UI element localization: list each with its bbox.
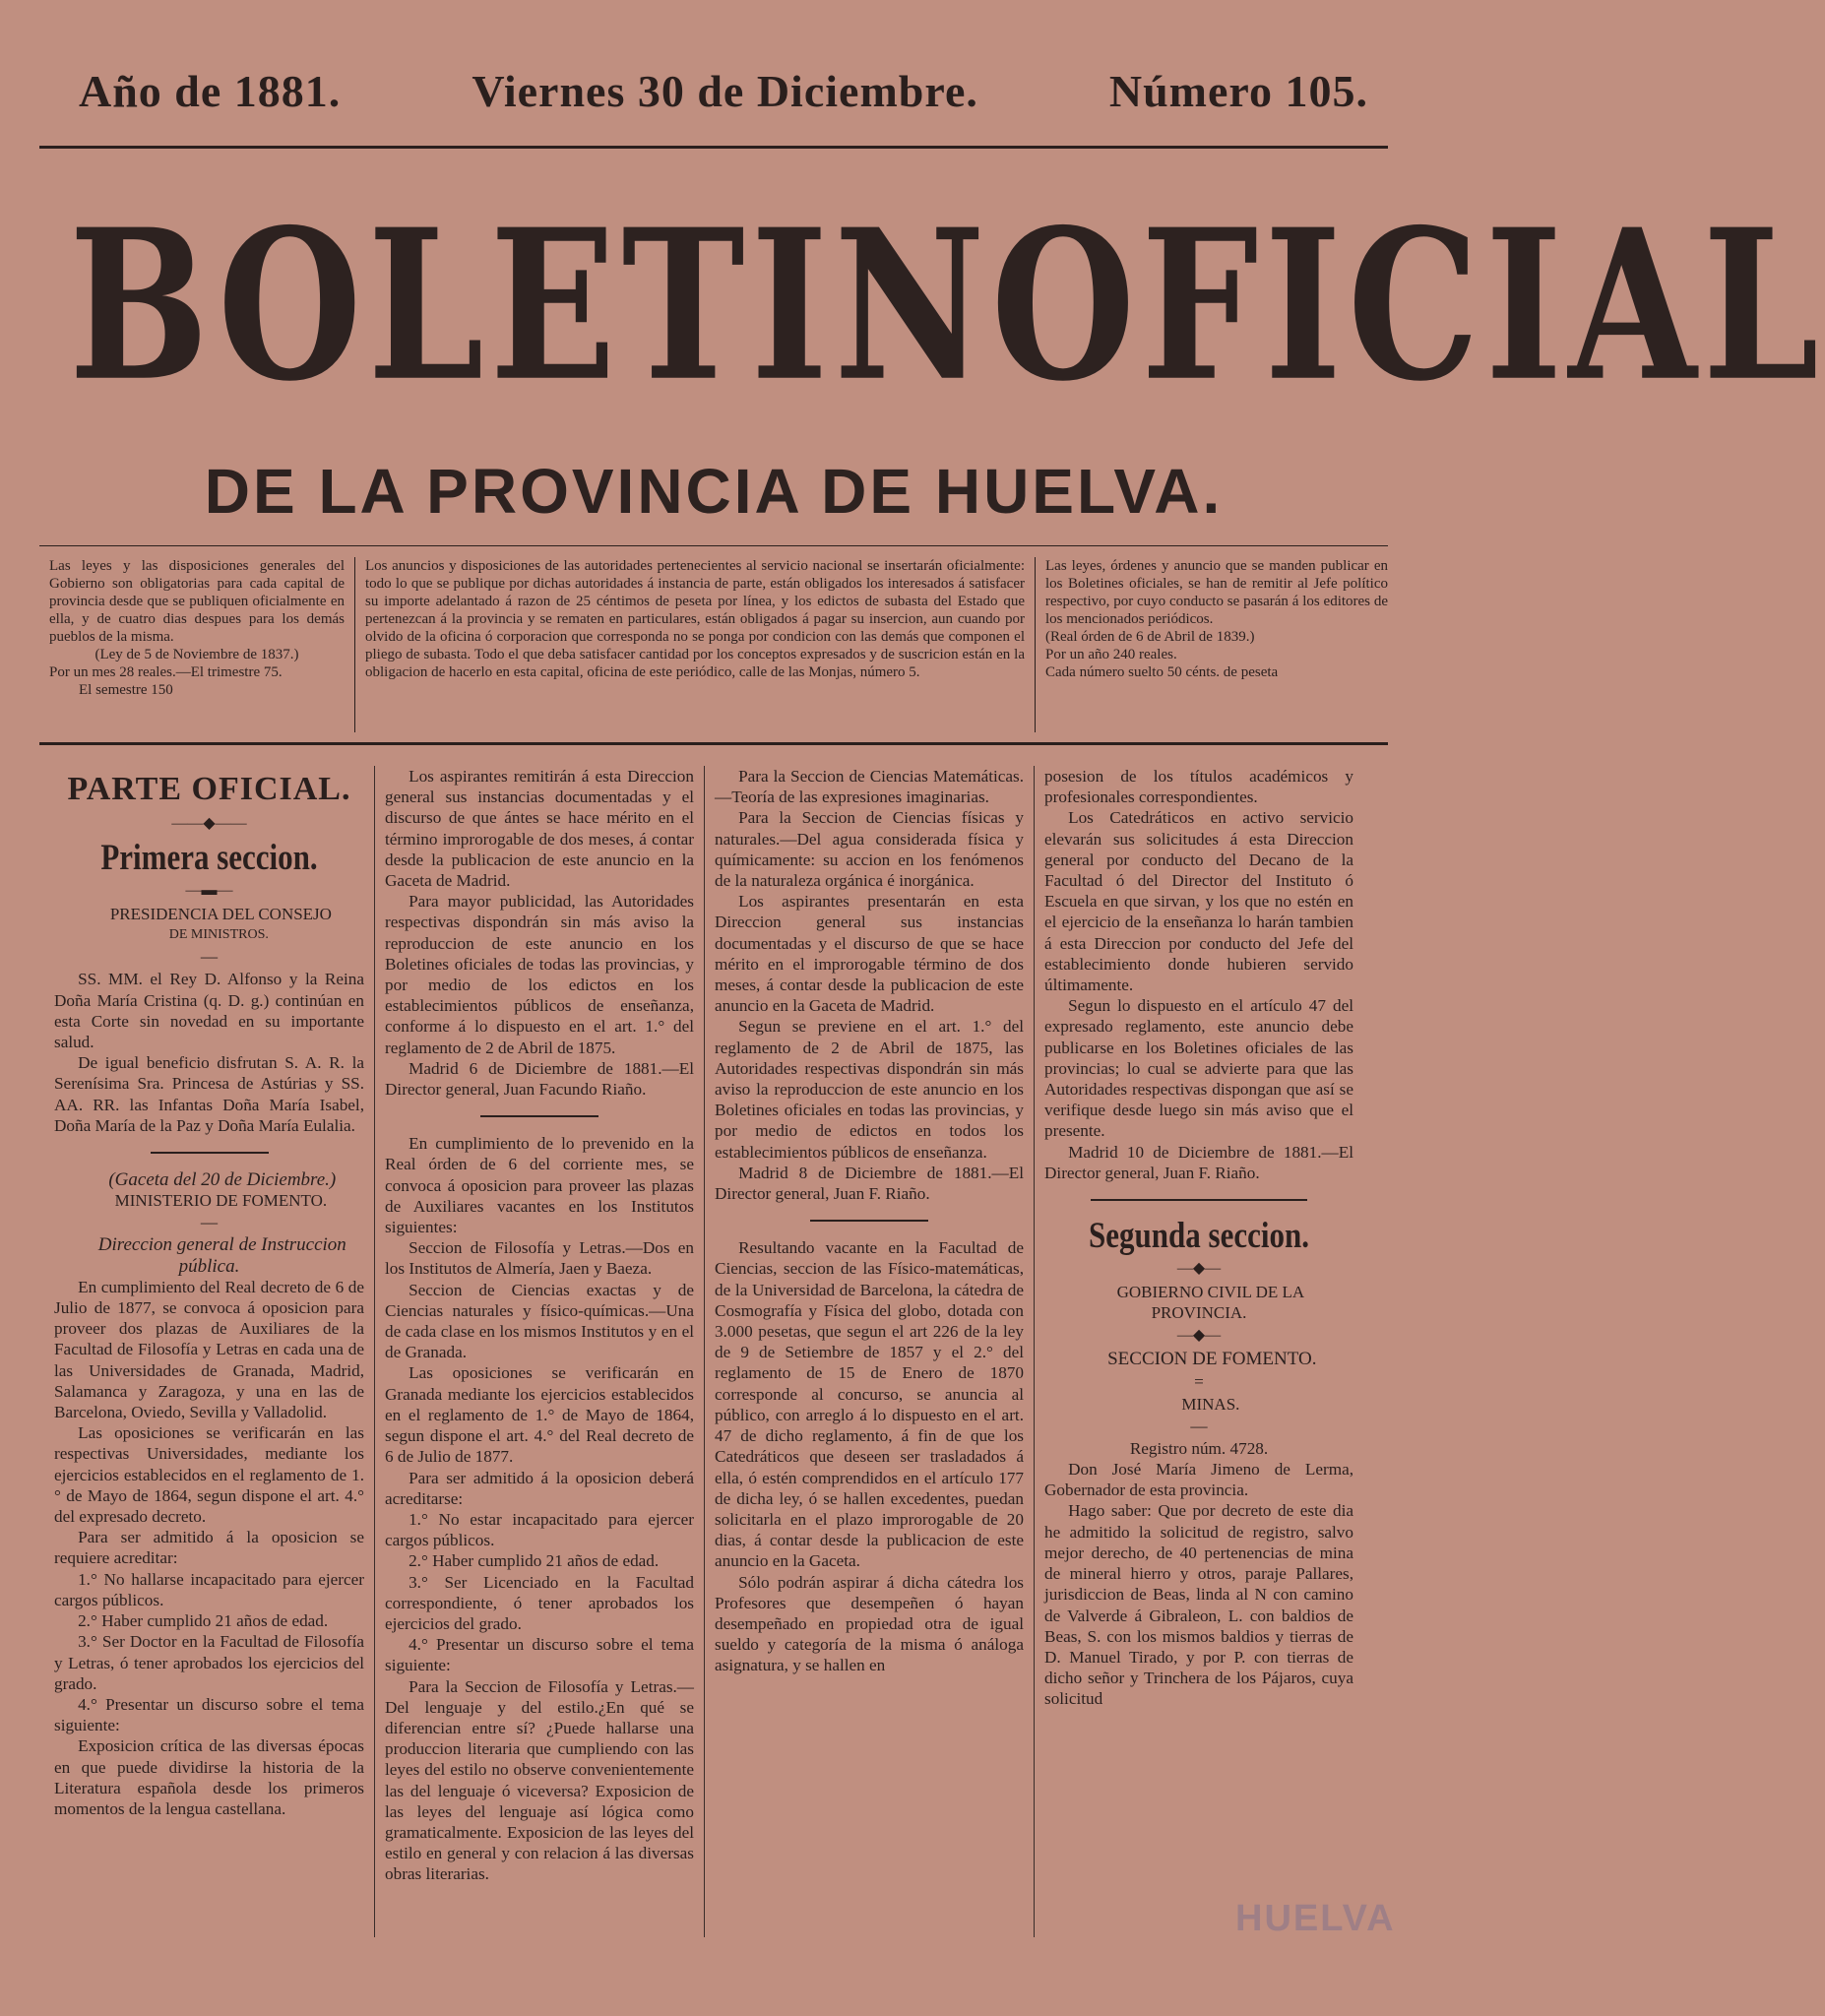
subscription-info <box>49 557 1388 732</box>
fomento-heading: SECCION DE FOMENTO. <box>1107 1349 1317 1370</box>
segunda-seccion-heading: Segunda seccion. <box>1089 1214 1309 1256</box>
column-4 <box>1034 766 1363 1937</box>
paragraph: Las oposiciones se verificarán en Granada mediante los ejercicios establecidos en el reglamento de 1.° de Mayo de 1864, segun dispone el art. 4.° del Real decreto de 6 de Julio de 1877. <box>385 1363 694 1467</box>
masthead-word-boletin: BOLETIN <box>69 183 991 427</box>
ornament-divider: —◆— <box>1176 1260 1222 1278</box>
ornament-divider: ——◆—— <box>171 815 247 832</box>
info-col-orders <box>1036 557 1388 732</box>
paragraph: Hago saber: Que por decreto de este dia he admitido la solicitud de registro, salvo mejor derecho, de 40 pertenencias de mina de mineral hierro y otros, paraje Pallares, jurisdiccion de Beas, linda al N con camino de Valverde á Gibraleon, L. con baldios de Beas, S. con los mismos baldios y tierras de D. Manuel Tirado, y por P. con tierras de dicho señor y Trinchera de los Pájaros, cuya solicitud <box>1044 1501 1353 1709</box>
article-columns <box>44 766 1388 1937</box>
paragraph: 1.° No hallarse incapacitado para ejercer cargos públicos. <box>54 1569 364 1609</box>
dash-divider: = <box>1194 1371 1204 1391</box>
article-separator <box>151 1152 269 1154</box>
info-laws-text: Las leyes y las disposiciones generales del Gobierno son obligatorias para cada capital de provincia desde que se publiquen oficialmente en ella, y de cuatro dias despues para los demás pueblos de la misma. <box>49 558 345 645</box>
paragraph: Los aspirantes presentarán en esta Direccion general sus instancias documentadas y el discurso de que se hace mérito en el improrogable término de dos meses, á contar desde la publicacion de este anuncio en la Gaceta de Madrid. <box>715 892 1024 1016</box>
paragraph: 2.° Haber cumplido 21 años de edad. <box>409 1551 660 1571</box>
paragraph: Madrid 8 de Diciembre de 1881.—El Director general, Juan F. Riaño. <box>715 1163 1024 1204</box>
minas-heading: MINAS. <box>1181 1394 1240 1414</box>
dash-divider: — <box>200 947 219 967</box>
article-separator <box>1091 1199 1307 1201</box>
paragraph: Madrid 10 de Diciembre de 1881.—El Director general, Juan F. Riaño. <box>1044 1142 1353 1182</box>
info-laws-price-semester: El semestre 150 <box>79 682 173 698</box>
paragraph: Exposicion crítica de las diversas épocas en que puede dividirse la historia de la Literatura española desde los primeros momentos de la lengua castellana. <box>54 1736 364 1818</box>
issue-header <box>79 61 1368 120</box>
article-separator <box>480 1115 598 1117</box>
paragraph: Para mayor publicidad, las Autoridades respectivas dispondrán sin más aviso la reproduccion de este anuncio en los Boletines oficiales de todas las provincias, y por medio de los edictos en los establecimientos públicos de enseñanza, conforme á lo dispuesto en el art. 1.° del reglamento de 2 de Abril de 1875. <box>385 892 694 1057</box>
paragraph: Madrid 6 de Diciembre de 1881.—El Director general, Juan Facundo Riaño. <box>385 1058 694 1100</box>
paragraph: Los Catedráticos en activo servicio elevarán sus solicitudes á esta Direccion general por conducto del Decano de la Facultad ó del Director del Instituto ó Escuela en que sirvan, y los que no estén en el ejercicio de la enseñanza lo harán tambien á esta Direccion por conducto del Jefe del establecimiento donde hubieren servido últimamente. <box>1044 808 1353 995</box>
issue-date: Viernes 30 de Diciembre. <box>472 65 978 116</box>
info-laws-citation: (Ley de 5 de Noviembre de 1837.) <box>94 647 299 662</box>
paragraph: Segun se previene en el art. 1.° del reglamento de 2 de Abril de 1875, las Autoridades respectivas dispondrán sin más aviso la reproduccion de este anuncio en los Boletines oficiales en todas las provincias, y por medio de edictos en todos los establecimientos públicos de enseñanza. <box>715 1017 1024 1162</box>
masthead-word-oficial: OFICIAL <box>990 183 1825 427</box>
dash-divider: — <box>200 1213 219 1232</box>
paragraph: Don José María Jimeno de Lerma, Gobernador de esta provincia. <box>1044 1460 1353 1500</box>
paragraph: Para la Seccion de Ciencias Matemáticas.—Teoría de las expresiones imaginarias. <box>715 767 1024 807</box>
paragraph: Sólo podrán aspirar á dicha cátedra los Profesores que desempeñen ó hayan desempeñado en propiedad otra de igual sueldo y categoría de la misma ó análoga asignatura, y se hallen en <box>715 1572 1024 1675</box>
parte-oficial-heading: PARTE OFICIAL. <box>67 771 351 807</box>
paragraph: Para la Seccion de Filosofía y Letras.—Del lenguaje y del estilo.¿En qué se diferencian entre sí? ¿Puede hallarse una produccion literaria que cumpliendo con las leyes del estilo no observe convenientemente las del lenguaje ó viceversa? Exposicion de las leyes del lenguaje así lógica como gramaticalmente. Exposicion de las leyes del estilo en general y con relacion á las diversas obras literarias. <box>385 1676 694 1884</box>
ministerio-heading: MINISTERIO DE FOMENTO. <box>114 1191 328 1211</box>
info-top-rule <box>39 545 1388 546</box>
issue-number: Número 105. <box>1108 65 1368 116</box>
registro-number: Registro núm. 4728. <box>1129 1438 1269 1458</box>
dash-divider: — <box>1190 1416 1208 1435</box>
paragraph: Seccion de Ciencias exactas y de Ciencias naturales y físico-químicas.—Una de cada clase en los mismos Institutos y en el de Granada. <box>385 1280 694 1362</box>
info-bottom-rule <box>39 742 1388 745</box>
paragraph: 3.° Ser Licenciado en la Facultad correspondiente, ó tener aprobados los ejercicios del grado. <box>385 1572 694 1633</box>
article-separator <box>810 1220 928 1222</box>
header-rule <box>39 146 1388 149</box>
paragraph: SS. MM. el Rey D. Alfonso y la Reina Doña María Cristina (q. D. g.) continúan en esta Corte sin novedad en su importante salud. <box>54 970 364 1052</box>
paragraph: Resultando vacante en la Facultad de Ciencias, seccion de las Físico-matemáticas, de la Universidad de Barcelona, la cátedra de Cosmografía y Física del globo, dotada con 3.000 pesetas, que segun el art 226 de la ley de 9 de Setiembre de 1857 y el 2.° del reglamento de 15 de Enero de 1870 corresponde al concurso, se anuncia al público, con arreglo á lo dispuesto en el art. 47 de dicho reglamento, á fin de que los Catedráticos que deseen ser trasladados á ella, ó estén comprendidos en el artículo 177 de dicha ley, ó se hallen excedentes, puedan solicitarla en el plazo improrogable de 20 dias, á contar desde la publicacion de este anuncio en la Gaceta. <box>715 1238 1024 1571</box>
paragraph: 3.° Ser Doctor en la Facultad de Filosofía y Letras, ó tener aprobados los ejercicios del grado. <box>54 1632 364 1693</box>
ornament-divider: —◆— <box>1176 1327 1222 1345</box>
paragraph: Para ser admitido á la oposicion se requiere acreditar: <box>54 1528 364 1568</box>
gobierno-heading: GOBIERNO CIVIL DE LA PROVINCIA. <box>1116 1283 1305 1323</box>
paragraph: Para ser admitido á la oposicion deberá acreditarse: <box>385 1468 694 1508</box>
column-1 <box>44 766 374 1937</box>
paragraph: De igual beneficio disfrutan S. A. R. la Serenísima Sra. Princesa de Astúrias y SS. AA. RR. las Infantas Doña María Isabel, Doña María de la Paz y Doña María Eulalia. <box>54 1053 364 1135</box>
presidencia-heading: PRESIDENCIA DEL CONSEJO <box>109 905 332 923</box>
info-laws-price-month: Por un mes 28 reales.—El trimestre 75. <box>49 664 283 680</box>
paragraph: Para la Seccion de Ciencias físicas y naturales.—Del agua considerada física y químicamente: su accion en los fenómenos de la naturaleza orgánica é inorgánica. <box>715 808 1024 891</box>
ministros-heading: DE MINISTROS. <box>168 927 269 943</box>
paragraph: posesion de los títulos académicos y profesionales correspondientes. <box>1044 767 1353 807</box>
paragraph: En cumplimiento de lo prevenido en la Real órden de 6 del corriente mes, se convoca á oposicion para proveer las plazas de Auxiliares vacantes en los Institutos siguientes: <box>385 1134 694 1237</box>
paragraph: Las oposiciones se verificarán en las respectivas Universidades, mediante los ejercicios establecidos en el reglamento de 1.° de Mayo de 1864, segun dispone el art. 4.° del expresado decreto. <box>54 1423 364 1527</box>
paragraph: Segun lo dispuesto en el artículo 47 del expresado reglamento, este anuncio debe publicarse en los Boletines oficiales de las provincias; lo cual se advierte para que las Autoridades respectivas dispongan que así se verifique desde luego sin más aviso que el presente. <box>1044 996 1353 1141</box>
info-col-notices <box>355 557 1036 732</box>
direccion-heading: Direccion general de Instruccion pública. <box>97 1234 346 1277</box>
column-2 <box>374 766 704 1937</box>
paragraph: Los aspirantes remitirán á esta Direccion general sus instancias documentadas y el discurso de que ántes se hace mérito en el término improrogable de dos meses, á contar desde la publicacion de este anuncio en la Gaceta de Madrid. <box>385 767 694 891</box>
paragraph: 4.° Presentar un discurso sobre el tema siguiente: <box>54 1694 364 1735</box>
info-col-laws <box>49 557 355 732</box>
ornament-divider: —▬— <box>185 882 233 899</box>
issue-year: Año de 1881. <box>79 65 342 116</box>
archive-watermark: HUELVA <box>1235 1898 1396 1939</box>
masthead <box>69 183 1825 427</box>
paragraph: 4.° Presentar un discurso sobre el tema siguiente: <box>385 1635 694 1675</box>
paragraph: 1.° No estar incapacitado para ejercer cargos públicos. <box>385 1509 694 1550</box>
primera-seccion-heading: Primera seccion. <box>100 836 318 878</box>
info-notices-text: Los anuncios y disposiciones de las autoridades pertenecientes al servicio nacional se insertarán oficialmente: todo lo que se publique por dichas autoridades á instancia de parte, están obligados los interesados á satisfacer su importe adelantado á razon de 25 céntimos de peseta por línea, y los edictos de subasta del Estado que pertenezcan á la provincia y se rematen en particulares, están obligados á pagar su insercion, aun cuando por olvido de la oficina ó corporacion que corresponda no se ponga por condicion con las demás que componen el pliego de subasta. Todo el que deba satisfacer cantidad por los conceptos expresados y de suscricion están en la obligacion de hacerlo en esta capital, oficina de este periódico, calle de las Monjas, número 5. <box>365 558 1025 680</box>
info-orders-text: Las leyes, órdenes y anuncio que se manden publicar en los Boletines oficiales, se han de remitir al Jefe político respectivo, por cuyo conducto se pasarán á los editores de los mencionados periódicos. <box>1045 558 1388 627</box>
column-3 <box>704 766 1034 1937</box>
info-orders-price-year: Por un año 240 reales. <box>1045 647 1177 662</box>
info-orders-price-copy: Cada número suelto 50 cénts. de peseta <box>1045 664 1279 680</box>
paragraph: 2.° Haber cumplido 21 años de edad. <box>78 1611 329 1631</box>
info-orders-citation: (Real órden de 6 de Abril de 1839.) <box>1045 629 1255 645</box>
paragraph: Seccion de Filosofía y Letras.—Dos en los Institutos de Almería, Jaen y Baeza. <box>385 1238 694 1279</box>
paragraph: En cumplimiento del Real decreto de 6 de Julio de 1877, se convoca á oposicion para proveer dos plazas de Auxiliares de la Facultad de Filosofía y Letras en cada una de las Universidades de Granada, Madrid, Salamanca y Zaragoza, y una en las de Barcelona, Oviedo, Sevilla y Valladolid. <box>54 1277 364 1422</box>
masthead-subtitle: DE LA PROVINCIA DE HUELVA. <box>204 456 1224 527</box>
gaceta-citation: (Gaceta del 20 de Diciembre.) <box>108 1169 337 1191</box>
